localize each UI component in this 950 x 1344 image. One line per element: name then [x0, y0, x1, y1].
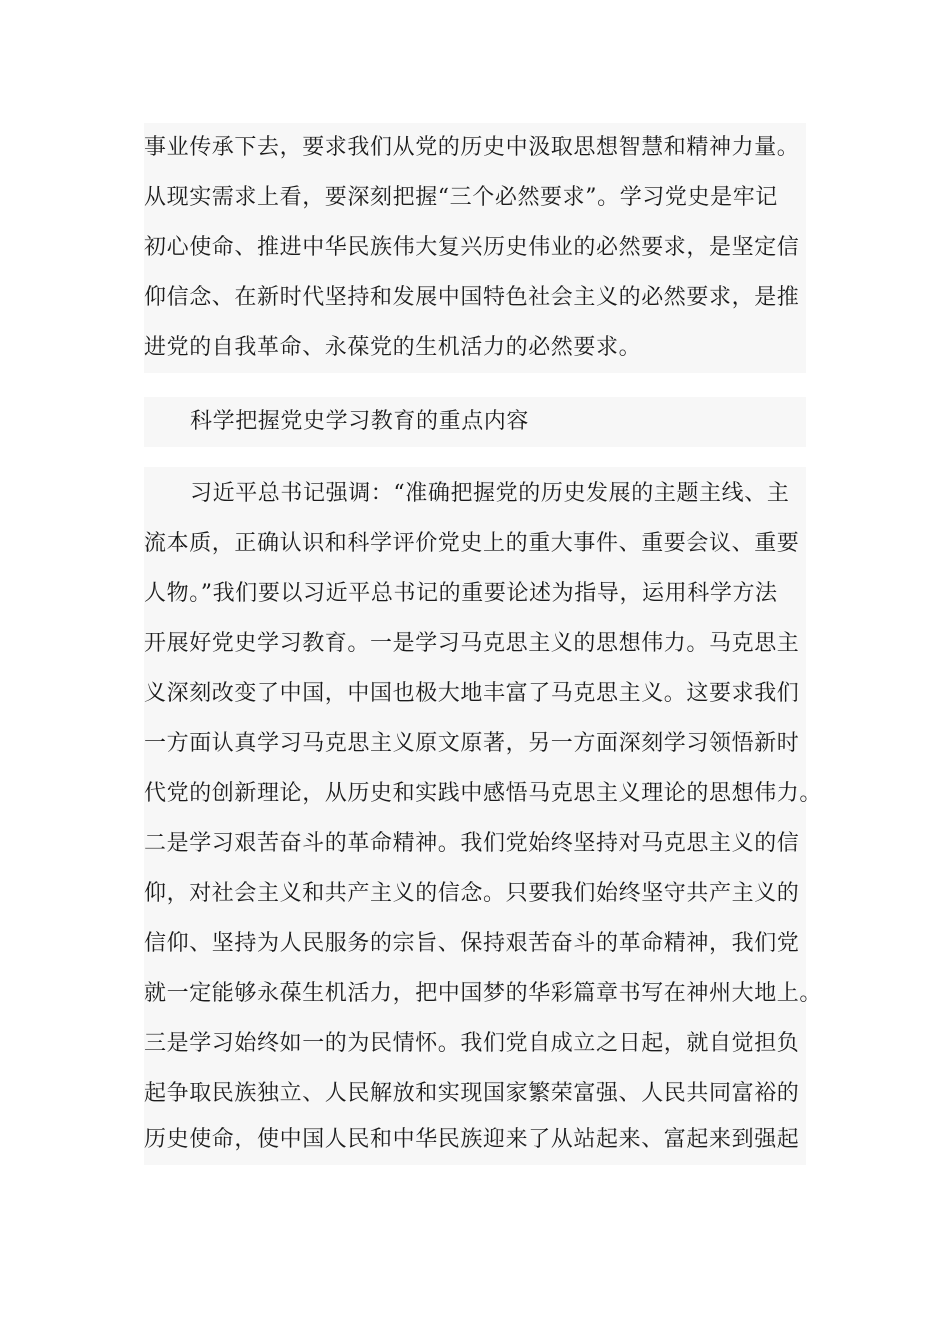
paragraph-2-line-10: 信仰、坚持为人民服务的宗旨、保持艰苦奋斗的革命精神，我们党	[144, 931, 800, 956]
paragraph-2-line-5: 义深刻改变了中国，中国也极大地丰富了马克思主义。这要求我们	[144, 681, 800, 706]
paragraph-2-line-13: 起争取民族独立、人民解放和实现国家繁荣富强、人民共同富裕的	[144, 1081, 800, 1106]
paragraph-2-line-7: 代党的创新理论，从历史和实践中感悟马克思主义理论的思想伟力。	[144, 781, 823, 806]
paragraph-2-line-14: 历史使命，使中国人民和中华民族迎来了从站起来、富起来到强起	[144, 1127, 800, 1152]
document-body	[144, 123, 823, 1165]
section-heading: 科学把握党史学习教育的重点内容	[190, 409, 530, 434]
paragraph-2-line-1: 习近平总书记强调：“准确把握党的历史发展的主题主线、主	[190, 481, 790, 506]
paragraph-2-line-11: 就一定能够永葆生机活力，把中国梦的华彩篇章书写在神州大地上。	[144, 981, 823, 1006]
paragraph-1-line-4: 仰信念、在新时代坚持和发展中国特色社会主义的必然要求，是推	[144, 285, 800, 310]
paragraph-2-line-3: 人物。”我们要以习近平总书记的重要论述为指导，运用科学方法	[144, 581, 778, 606]
paragraph-2-line-8: 二是学习艰苦奋斗的革命精神。我们党始终坚持对马克思主义的信	[144, 831, 800, 856]
paragraph-2-line-9: 仰，对社会主义和共产主义的信念。只要我们始终坚守共产主义的	[144, 881, 800, 906]
paragraph-2-line-12: 三是学习始终如一的为民情怀。我们党自成立之日起，就自觉担负	[144, 1031, 800, 1056]
paragraph-gap	[144, 373, 806, 397]
paragraph-gap	[144, 447, 806, 467]
paragraph-1-line-3: 初心使命、推进中华民族伟大复兴历史伟业的必然要求，是坚定信	[144, 235, 800, 260]
paragraph-1-line-2: 从现实需求上看，要深刻把握“三个必然要求”。学习党史是牢记	[144, 185, 778, 210]
paragraph-2-line-2: 流本质，正确认识和科学评价党史上的重大事件、重要会议、重要	[144, 531, 800, 556]
paragraph-2-line-6: 一方面认真学习马克思主义原文原著，另一方面深刻学习领悟新时	[144, 731, 800, 756]
paragraph-2-line-4: 开展好党史学习教育。一是学习马克思主义的思想伟力。马克思主	[144, 631, 800, 656]
paragraph-1-line-5: 进党的自我革命、永葆党的生机活力的必然要求。	[144, 335, 642, 360]
paragraph-1-line-1: 事业传承下去，要求我们从党的历史中汲取思想智慧和精神力量。	[144, 135, 800, 160]
